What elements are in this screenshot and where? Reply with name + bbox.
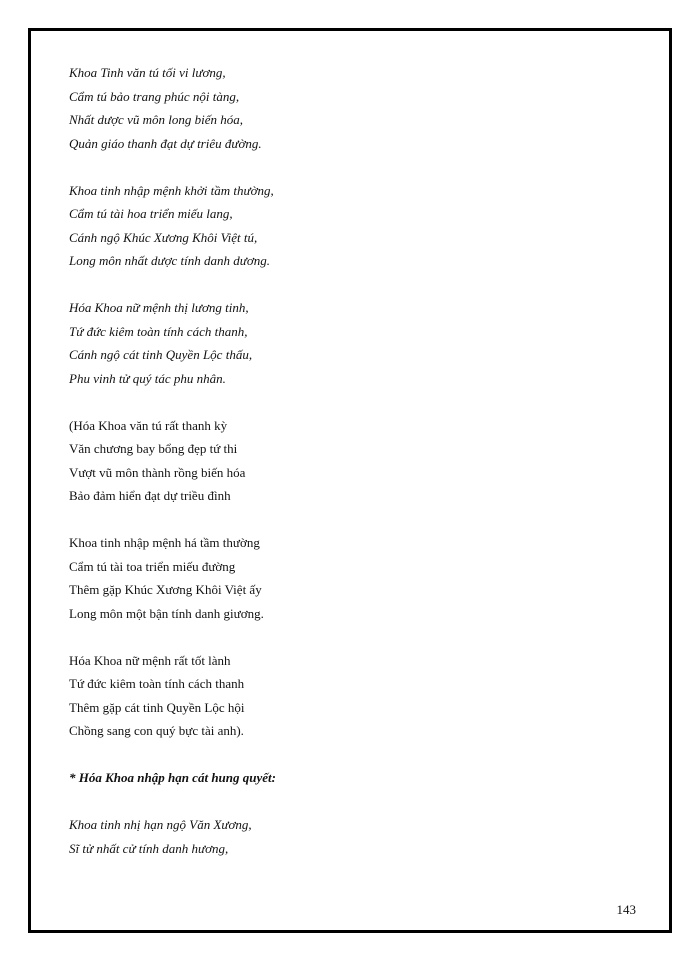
verse-line: Nhất dược vũ môn long biến hóa,: [69, 112, 243, 127]
verse-line: Khoa tinh nhị hạn ngộ Văn Xương,: [69, 817, 252, 832]
stanza-2: [69, 179, 629, 273]
verse-line: Cẩm tú bảo trang phúc nội tàng,: [69, 88, 240, 104]
verse-line: Thêm gặp Khúc Xương Khôi Việt ấy: [69, 582, 262, 597]
verse-line: Cánh ngộ Khúc Xương Khôi Việt tú,: [69, 229, 258, 245]
verse-line: Hóa Khoa nữ mệnh rất tốt lành: [69, 652, 231, 668]
verse-line: Bảo đảm hiển đạt dự triều đình: [69, 488, 231, 503]
section-heading: * Hóa Khoa nhập hạn cát hung quyết:: [69, 770, 276, 785]
verse-line: Phu vinh tử quý tác phu nhân.: [69, 370, 226, 386]
stanza-6-translation: [69, 649, 629, 743]
verse-line: Tứ đức kiêm toàn tính cách thanh,: [69, 323, 248, 339]
verse-line: Văn chương bay bổng đẹp tứ thi: [69, 441, 238, 456]
verse-line: Sĩ tử nhất cử tính danh hương,: [69, 840, 229, 856]
verse-line: (Hóa Khoa văn tú rất thanh kỳ: [69, 417, 228, 433]
verse-line: Hóa Khoa nữ mệnh thị lương tinh,: [69, 300, 249, 315]
page-content: [69, 61, 629, 884]
verse-line: Khoa tinh nhập mệnh khởi tầm thường,: [69, 182, 274, 198]
stanza-final: [69, 813, 629, 860]
verse-line: Khoa Tinh văn tú tối vi lương,: [69, 65, 226, 80]
verse-line: Cẩm tú tài toa triển miếu đường: [69, 558, 236, 574]
stanza-5-translation: [69, 531, 629, 625]
stanza-1: [69, 61, 629, 155]
verse-line: Vượt vũ môn thành rồng biến hóa: [69, 464, 246, 480]
page-frame: [28, 28, 672, 933]
stanza-3: [69, 296, 629, 390]
verse-line: Cẩm tú tài hoa triển miếu lang,: [69, 206, 233, 221]
verse-line: Long môn một bận tính danh giương.: [69, 605, 264, 621]
verse-line: Tứ đức kiêm toàn tính cách thanh: [69, 676, 245, 691]
verse-line: Cánh ngộ cát tinh Quyền Lộc thấu,: [69, 347, 253, 362]
verse-line: Chồng sang con quý bực tài anh).: [69, 723, 244, 738]
verse-line: Thêm gặp cát tinh Quyền Lộc hội: [69, 699, 245, 715]
verse-line: Long môn nhất dược tính danh dương.: [69, 253, 271, 268]
page-number: 143: [616, 902, 636, 917]
verse-line: Khoa tinh nhập mệnh há tầm thường: [69, 535, 260, 550]
verse-line: Quản giáo thanh đạt dự triêu đường.: [69, 135, 262, 151]
stanza-4-translation: [69, 414, 629, 508]
